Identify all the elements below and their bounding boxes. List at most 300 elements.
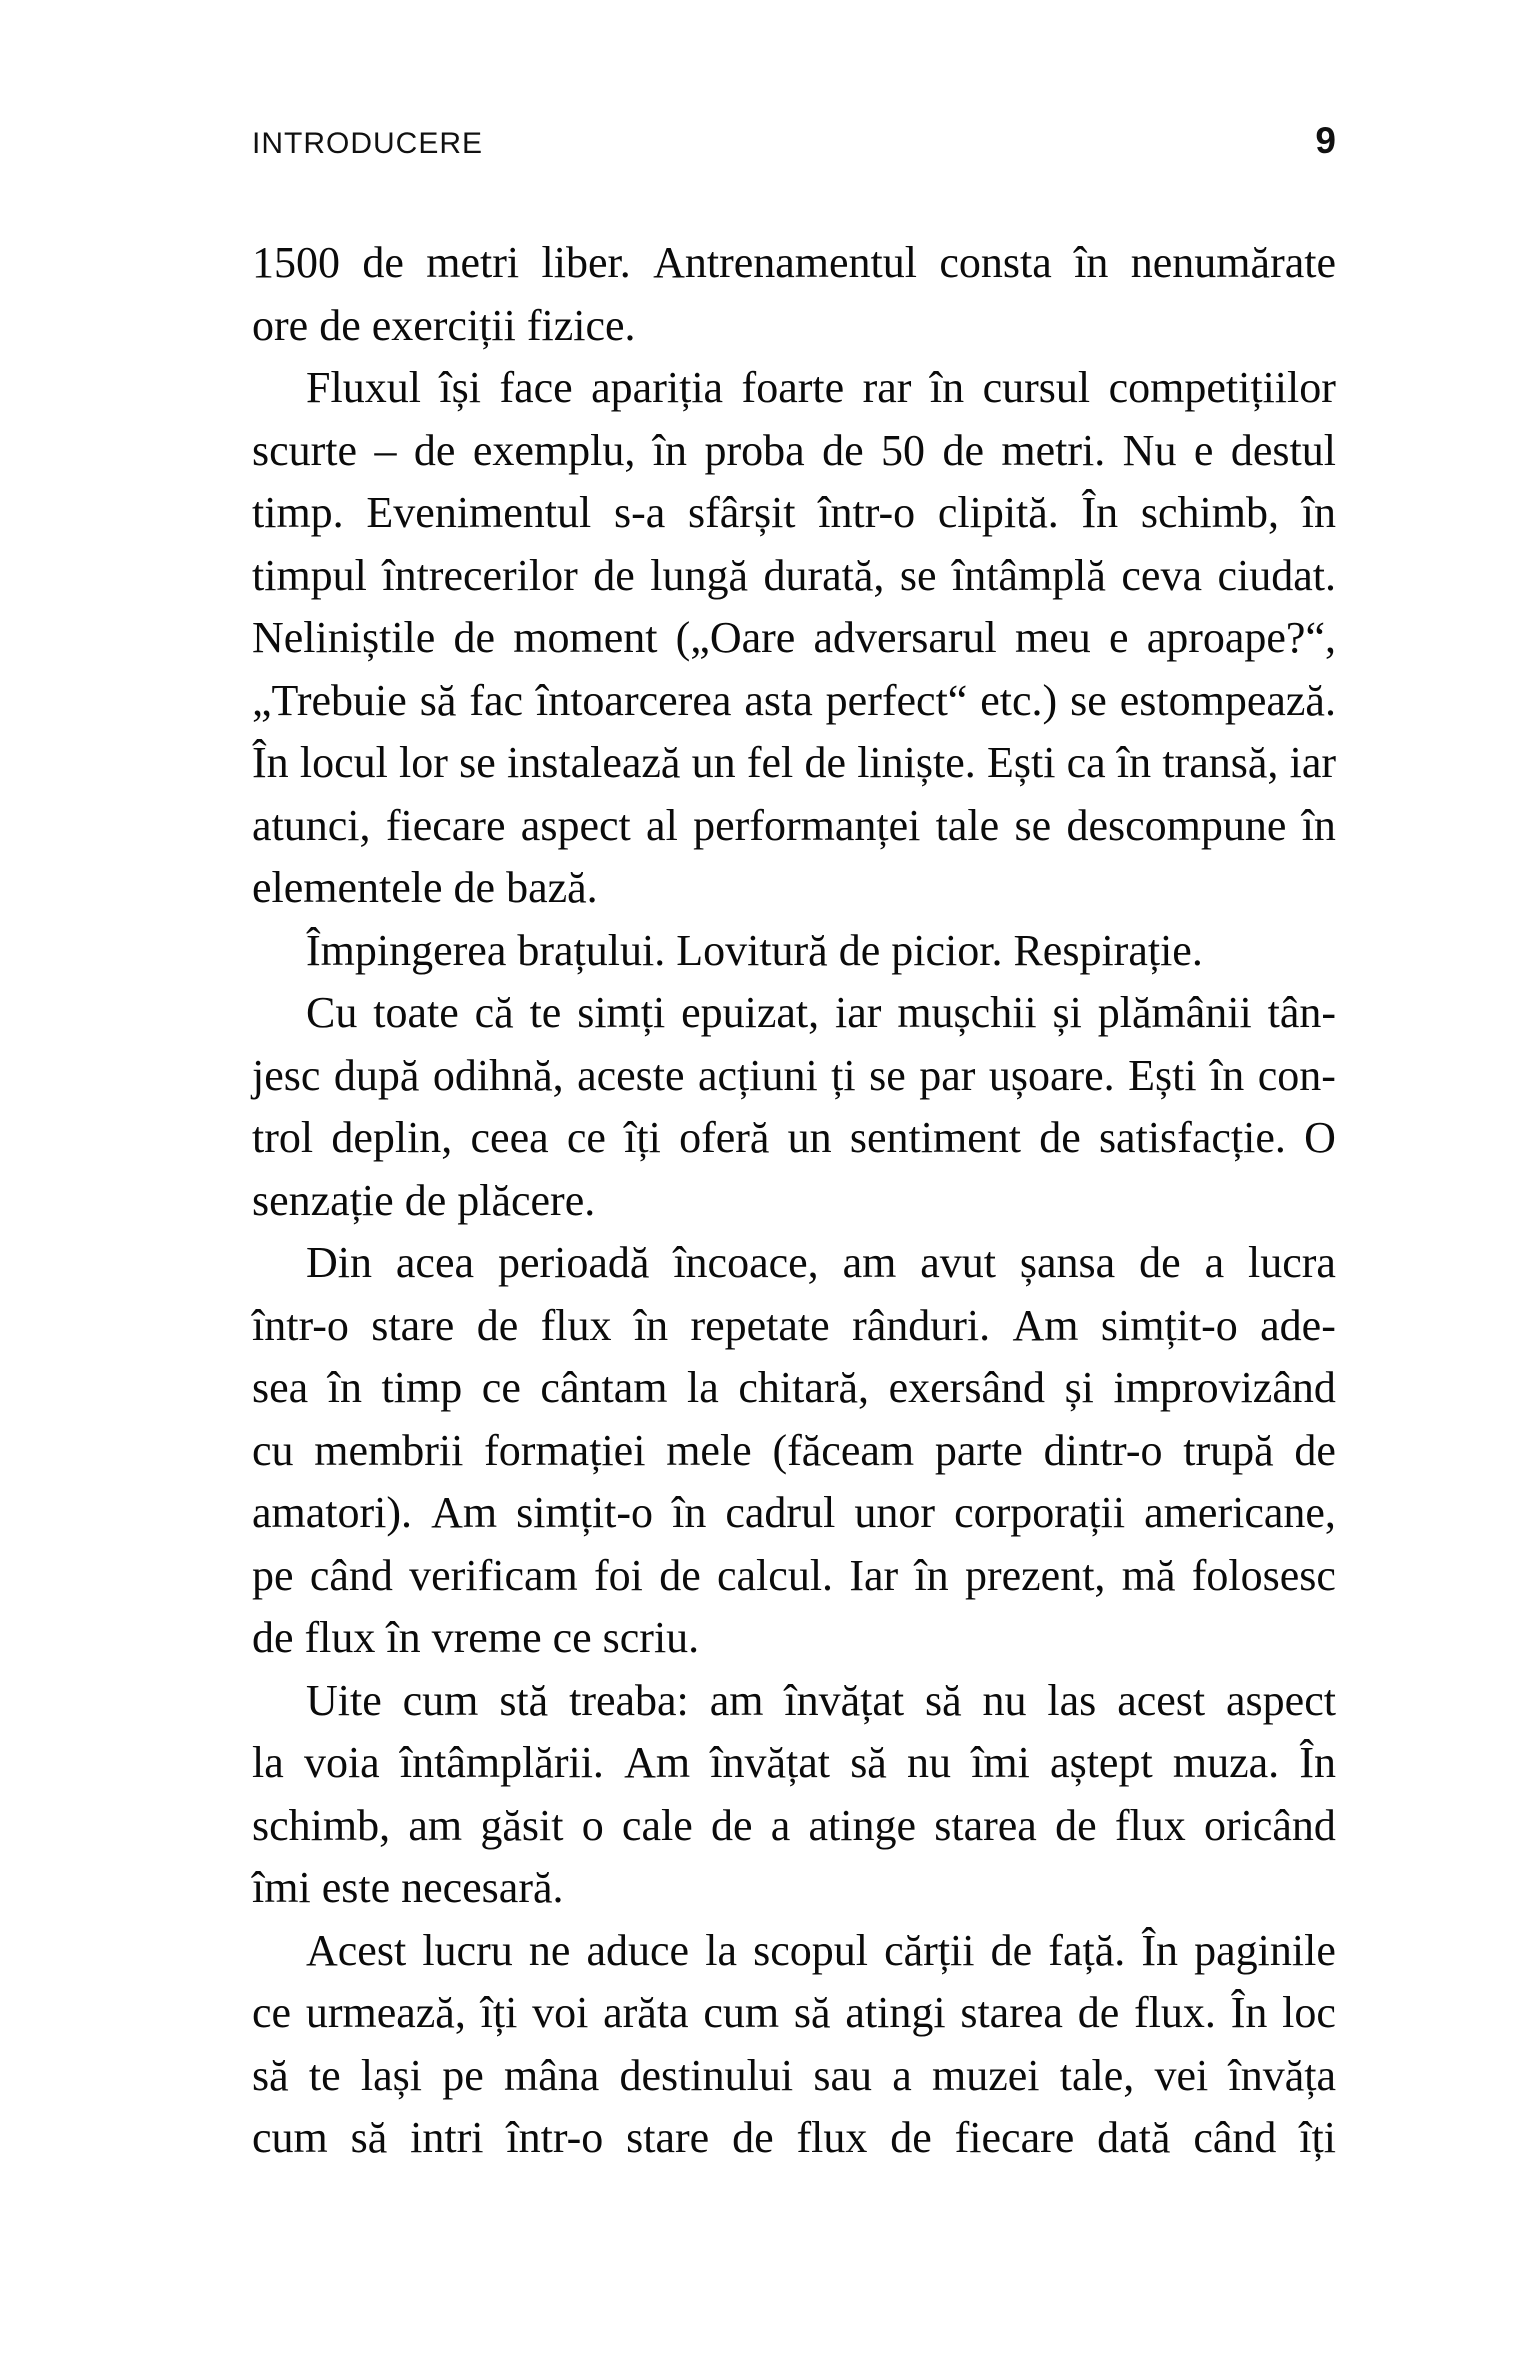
word: se <box>869 1050 906 1100</box>
word: cântam <box>540 1363 668 1412</box>
word: de <box>593 550 635 600</box>
word: de <box>476 1300 519 1350</box>
word: cadrul <box>725 1488 836 1537</box>
word: folosesc <box>1191 1550 1336 1600</box>
text-line <box>252 357 1336 420</box>
word: starea <box>934 1800 1037 1850</box>
word: tân- <box>1267 988 1336 1037</box>
word: aceste <box>577 1050 685 1100</box>
word: de <box>710 1800 753 1850</box>
word: față. <box>1048 1925 1126 1975</box>
word: Acest <box>306 1925 407 1975</box>
word: ade- <box>1260 1300 1336 1350</box>
word: necesară. <box>401 1863 564 1912</box>
word: adversarul <box>813 613 997 662</box>
word: în <box>1210 1050 1245 1100</box>
word: perfect“ <box>825 675 968 725</box>
word: flux. <box>1134 1988 1216 2037</box>
word: să <box>252 2050 289 2100</box>
word: metri. <box>1001 425 1106 475</box>
word: se <box>1014 800 1052 850</box>
word: a <box>770 1800 791 1850</box>
word: elementele <box>252 863 443 912</box>
text-line <box>252 1357 1336 1420</box>
word: am <box>842 1238 897 1287</box>
word: pe <box>442 2050 484 2100</box>
word: Antrenamentul <box>653 238 918 287</box>
word: tale <box>935 800 1000 850</box>
word: de <box>732 2113 774 2162</box>
word: odihnă, <box>432 1050 564 1100</box>
word: în <box>1116 738 1152 787</box>
word: învățat <box>710 1738 831 1787</box>
text-line <box>252 1920 1336 1983</box>
word: metri <box>426 238 520 287</box>
word: nenumărate <box>1130 238 1336 287</box>
word: liber. <box>541 238 631 287</box>
text-line <box>252 232 1336 295</box>
word: într-o <box>818 488 916 537</box>
word: un <box>691 738 736 787</box>
word: plămânii <box>1097 988 1252 1037</box>
word: în <box>1301 800 1336 850</box>
body-text-block <box>252 232 1336 2170</box>
word: în <box>386 1613 421 1662</box>
word: las <box>1047 1675 1097 1725</box>
word: trupă <box>1183 1425 1274 1475</box>
text-line <box>252 982 1336 1045</box>
word: rar <box>862 363 912 412</box>
word: iar <box>835 988 882 1037</box>
word: amatori). <box>252 1488 413 1537</box>
word: cursul <box>982 363 1091 412</box>
word: mele <box>666 1425 752 1475</box>
word: întrecerilor <box>382 550 578 600</box>
text-line <box>252 1107 1336 1170</box>
word: prezent, <box>964 1550 1106 1600</box>
word: exerciții <box>371 300 516 350</box>
word: Lovitură <box>676 925 828 975</box>
word: fiecare <box>954 2113 1075 2162</box>
word: scopul <box>753 1925 868 1975</box>
text-line <box>252 1545 1336 1608</box>
word: mâna <box>504 2050 600 2100</box>
word: muza. <box>1172 1738 1280 1787</box>
word: instalează <box>507 738 681 787</box>
word: stare <box>371 1300 455 1350</box>
word: treaba: <box>569 1675 689 1725</box>
text-line <box>252 607 1336 670</box>
word: brațului. <box>517 925 666 975</box>
word: flux <box>1114 1800 1186 1850</box>
word: parte <box>934 1425 1023 1475</box>
word: ceva <box>1121 550 1202 600</box>
word: Ești <box>986 738 1056 787</box>
word: scriu. <box>602 1613 700 1662</box>
word: este <box>321 1863 391 1912</box>
word: acțiuni <box>697 1050 818 1100</box>
word: chitară, <box>738 1363 870 1412</box>
word: foi <box>594 1550 643 1600</box>
word: scurte <box>252 425 358 475</box>
word: după <box>333 1050 420 1100</box>
word: să <box>419 675 457 725</box>
word: „Trebuie <box>252 675 407 725</box>
word: satisfacție. <box>1098 1113 1286 1162</box>
word: liniște. <box>857 738 976 787</box>
word: de <box>804 738 846 787</box>
word: lucru <box>422 1925 513 1975</box>
word: exersând <box>888 1363 1045 1412</box>
word: de <box>319 300 361 350</box>
word: își <box>439 363 481 412</box>
word: de <box>413 425 456 475</box>
word: flux <box>540 1300 612 1350</box>
word: Neliniștile <box>252 613 436 662</box>
word: lucra <box>1248 1238 1336 1287</box>
word: am <box>709 1675 764 1725</box>
word: simțit-o <box>1100 1300 1238 1350</box>
word: ce <box>566 1113 606 1162</box>
word: clipită. <box>937 488 1059 537</box>
word: („Oare <box>675 613 796 662</box>
word: ca <box>1066 738 1106 787</box>
word: voia <box>303 1738 380 1787</box>
word: nu <box>982 1675 1027 1725</box>
word: paginile <box>1194 1925 1336 1975</box>
word: se <box>899 550 937 600</box>
word: stă <box>499 1675 549 1725</box>
running-section-title: INTRODUCERE <box>252 127 484 160</box>
word: găsit <box>480 1800 564 1850</box>
word: cum <box>252 2113 328 2162</box>
word: toate <box>373 988 459 1037</box>
word: îmi <box>252 1863 311 1912</box>
word: consta <box>939 238 1052 287</box>
word: deplin, <box>331 1113 453 1162</box>
text-line <box>252 670 1336 733</box>
word: pe <box>252 1550 294 1600</box>
word: calcul. <box>717 1550 834 1600</box>
word: meu <box>1014 613 1091 662</box>
word: muzei <box>931 2050 1040 2100</box>
word: Respirație. <box>1013 925 1203 975</box>
word: (făceam <box>772 1425 915 1475</box>
text-line <box>252 1857 1336 1920</box>
word: mă <box>1121 1550 1176 1600</box>
word: În <box>1081 488 1119 537</box>
word: transă, <box>1162 738 1279 787</box>
word: estompează. <box>1119 675 1336 725</box>
word: Uite <box>306 1675 382 1725</box>
word: de <box>822 425 864 475</box>
word: iar <box>1289 738 1336 787</box>
word: te <box>308 2050 341 2100</box>
word: fac <box>469 675 524 725</box>
word: sau <box>813 2050 872 2100</box>
word: ceea <box>470 1113 549 1162</box>
word: de <box>990 1925 1033 1975</box>
text-line <box>252 2045 1336 2108</box>
word: o <box>581 1800 604 1850</box>
word: simți <box>577 988 666 1037</box>
word: de <box>1139 1238 1181 1287</box>
text-line <box>252 1045 1336 1108</box>
word: Am <box>1012 1300 1079 1350</box>
word: loc <box>1282 1988 1336 2037</box>
word: în <box>929 363 965 412</box>
word: la <box>687 1363 719 1412</box>
word: formației <box>484 1425 646 1475</box>
word: cărții <box>884 1925 975 1975</box>
word: repetate <box>690 1300 830 1350</box>
word: timp. <box>252 488 344 537</box>
word: sea <box>252 1363 309 1412</box>
word: schimb, <box>252 1800 391 1850</box>
word: ce <box>481 1363 521 1412</box>
word: a <box>892 2050 912 2100</box>
word: să <box>850 1738 887 1787</box>
word: când <box>1193 2113 1277 2162</box>
word: s-a <box>613 488 666 537</box>
word: mușchii <box>897 988 1037 1037</box>
word: exemplu, <box>472 425 636 475</box>
word: îți <box>1299 2113 1336 2162</box>
word: de <box>453 863 496 912</box>
word: atingi <box>845 1988 946 2037</box>
word: într-o <box>506 2113 604 2162</box>
word: În <box>252 738 289 787</box>
word: că <box>474 988 514 1037</box>
word: Am <box>624 1738 691 1787</box>
word: îmi <box>971 1738 1030 1787</box>
word: vei <box>1154 2050 1209 2100</box>
word: cu <box>252 1425 294 1475</box>
word: proba <box>704 425 805 475</box>
word: perioadă <box>497 1238 650 1287</box>
word: flux <box>796 2113 868 2162</box>
word: într-o <box>252 1300 349 1350</box>
word: de <box>1039 1113 1081 1162</box>
word: nu <box>907 1738 952 1787</box>
word: trol <box>252 1113 314 1162</box>
word: la <box>705 1925 737 1975</box>
word: În <box>1141 1925 1179 1975</box>
word: senzație <box>252 1175 394 1225</box>
text-line <box>252 920 1336 983</box>
word: atinge <box>808 1800 917 1850</box>
word: avut <box>920 1238 996 1287</box>
word: e <box>1108 613 1129 662</box>
word: tale, <box>1059 2050 1135 2100</box>
word: descompune <box>1066 800 1287 850</box>
word: am <box>408 1800 463 1850</box>
word: jesc <box>252 1050 321 1100</box>
text-line <box>252 1420 1336 1483</box>
word: stare <box>626 2113 710 2162</box>
text-line <box>252 2107 1336 2170</box>
word: a <box>1204 1238 1225 1287</box>
word: cale <box>621 1800 693 1850</box>
word: locul <box>299 738 388 787</box>
word: de <box>1077 1988 1120 2037</box>
word: unor <box>854 1488 936 1537</box>
word: sentiment <box>849 1113 1021 1162</box>
word: învăța <box>1228 2050 1336 2100</box>
text-line <box>252 420 1336 483</box>
word: flux <box>304 1613 376 1662</box>
word: lași <box>360 2050 422 2100</box>
text-line <box>252 1482 1336 1545</box>
word: ți <box>831 1050 856 1100</box>
word: performanței <box>693 800 921 850</box>
word: improvizând <box>1113 1363 1336 1412</box>
word: acea <box>395 1238 475 1287</box>
word: Din <box>306 1238 372 1287</box>
text-line <box>252 1670 1336 1733</box>
text-line <box>252 795 1336 858</box>
word: de <box>252 1613 294 1662</box>
page-header <box>252 122 1336 159</box>
word: fiecare <box>385 800 506 850</box>
word: de <box>942 425 984 475</box>
word: de <box>1055 1800 1097 1850</box>
word: picior. <box>891 925 1003 975</box>
word: se <box>1070 675 1107 725</box>
word: În <box>1230 1988 1268 2037</box>
word: fel <box>746 738 794 787</box>
word: atunci, <box>252 800 371 850</box>
word: ciudat. <box>1217 550 1336 600</box>
word: de <box>362 238 404 287</box>
word: par <box>919 1050 976 1100</box>
word: să <box>924 1675 962 1725</box>
word: de <box>1294 1425 1336 1475</box>
word: de <box>890 2113 932 2162</box>
word: americane, <box>1144 1488 1336 1537</box>
word: te <box>529 988 562 1037</box>
word: în <box>1074 238 1109 287</box>
text-line <box>252 1607 1336 1670</box>
word: în <box>633 1300 669 1350</box>
word: de <box>659 1550 701 1600</box>
word: Ești <box>1128 1050 1197 1100</box>
word: schimb, <box>1140 488 1280 537</box>
word: dată <box>1097 2113 1171 2162</box>
word: apariția <box>591 363 724 412</box>
word: Nu <box>1122 425 1177 475</box>
word: în <box>1301 488 1336 537</box>
text-line <box>252 482 1336 545</box>
word: și <box>1052 988 1082 1037</box>
word: Evenimentul <box>366 488 592 537</box>
word: Fluxul <box>306 363 421 412</box>
word: urmează, <box>305 1988 466 2037</box>
word: Am <box>431 1488 498 1537</box>
word: oricând <box>1203 1800 1336 1850</box>
word: întâmplă <box>951 550 1106 600</box>
word: se <box>459 738 496 787</box>
word: O <box>1304 1113 1336 1162</box>
word: învățat <box>784 1675 905 1725</box>
word: șansa <box>1019 1238 1116 1287</box>
word: ușoare. <box>988 1050 1115 1100</box>
text-line <box>252 857 1336 920</box>
word: bază. <box>506 863 598 912</box>
text-line <box>252 732 1336 795</box>
word: ce <box>552 1613 592 1662</box>
word: ne <box>528 1925 571 1975</box>
word: 50 <box>881 425 926 475</box>
word: face <box>499 363 573 412</box>
word: destul <box>1230 425 1336 475</box>
word: încoace, <box>673 1238 819 1287</box>
word: în <box>914 1550 949 1600</box>
word: și <box>1064 1363 1094 1412</box>
word: În <box>1299 1738 1336 1787</box>
word: când <box>309 1550 393 1600</box>
word: epuizat, <box>681 988 820 1037</box>
word: durată, <box>763 550 885 600</box>
word: aspect <box>1226 1675 1336 1725</box>
word: ore <box>252 300 309 350</box>
word: voi <box>532 1988 589 2037</box>
text-line <box>252 1982 1336 2045</box>
word: – <box>374 425 397 475</box>
word: competițiilor <box>1108 363 1336 412</box>
word: de <box>453 613 496 662</box>
word: verificam <box>409 1550 578 1600</box>
word: aspect <box>520 800 631 850</box>
word: simțit-o <box>516 1488 654 1537</box>
word: un <box>787 1113 832 1162</box>
word: etc.) <box>980 675 1058 725</box>
word: al <box>646 800 678 850</box>
word: de <box>404 1175 447 1225</box>
word: de <box>838 925 881 975</box>
word: foarte <box>741 363 845 412</box>
word: aproape?“, <box>1146 613 1336 662</box>
text-line <box>252 1232 1336 1295</box>
word: să <box>350 2113 388 2162</box>
word: cum <box>402 1675 479 1725</box>
word: lungă <box>650 550 749 600</box>
text-line <box>252 1295 1336 1358</box>
word: intri <box>410 2113 484 2162</box>
word: plăcere. <box>457 1175 596 1225</box>
word: acest <box>1117 1675 1206 1725</box>
word: sfârșit <box>688 488 796 537</box>
word: cum <box>703 1988 780 2037</box>
word: membrii <box>314 1425 464 1475</box>
word: în <box>652 425 688 475</box>
word: moment <box>513 613 658 662</box>
word: con- <box>1257 1050 1336 1100</box>
word: e <box>1193 425 1214 475</box>
word: 1500 <box>252 238 340 287</box>
text-line <box>252 295 1336 358</box>
word: lor <box>399 738 448 787</box>
word: timp <box>381 1363 463 1412</box>
word: Cu <box>306 988 358 1037</box>
word: timpul <box>252 550 367 600</box>
text-line <box>252 1170 1336 1233</box>
word: destinului <box>619 2050 794 2100</box>
word: Împingerea <box>306 925 507 975</box>
word: fizice. <box>526 300 636 350</box>
word: rânduri. <box>852 1300 991 1350</box>
word: asta <box>744 675 813 725</box>
